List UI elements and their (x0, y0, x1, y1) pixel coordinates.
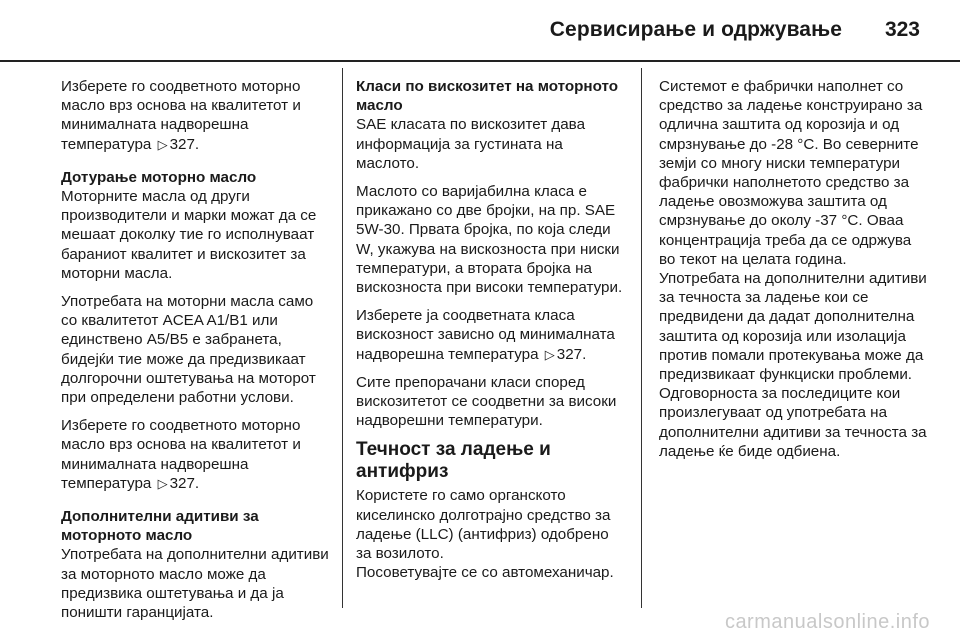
paragraph: Употребата на моторни масла само со квалитетот ACEA A1/B1 или единствено A5/B5 е забранета, бидејќи тие може да предизвикаат долгорочни оштетувања на моторот при определени работни услови. (61, 293, 316, 407)
paragraph-text: Изберете го соодветното моторно масло врз основа на квалитетот и минималната надворешна температура (61, 417, 301, 492)
paragraph (61, 77, 333, 154)
paragraph: SAE класата по вискозитет дава информација за густината на маслото. (356, 116, 586, 172)
column-divider (342, 68, 343, 608)
paragraph: Сите препорачани класи според вискозитетот се соодветни за високи надворешни температури. (356, 373, 617, 430)
section-heading: Течност за ладење и антифриз (356, 439, 551, 483)
paragraph: Маслото со варијабилна класа е прикажано со две бројки, на пр. SAE 5W-30. Првата бројка, по која следи W, укажува на вискозноста при ниски температури, а втората бројка на вискозноста при високи температури. (356, 183, 623, 297)
watermark: carmanualsonline.info (724, 611, 930, 633)
page-reference[interactable]: 327. (556, 345, 587, 363)
header-rule (0, 60, 960, 62)
section-heading: Дополнителни адитиви за моторното масло (61, 508, 259, 545)
paragraph (61, 416, 333, 493)
triangle-right-icon: ▷ (157, 136, 168, 152)
paragraph: Употребата на дополнителни адитиви за течноста за ладење кои се предвидени да дадат дополнителна заштита од корозија или изолација против помали протекувања може да предизвикаат функциски проблеми. Одговорноста за последиците кои произлегуваат од употребата на дополнителни адитиви за течноста за ладење ќе биде одбиена. (659, 270, 927, 460)
column-3 (659, 77, 929, 607)
paragraph: Системот е фабрички наполнет со средство за ладење конструирано за одлична заштита од корозија и од смрзнување до -28 °C. Во северните земји со многу ниски температури фабрички наполнетото средство за ладење овозможува заштита од смрзнување до околу -37 °C. Оваа концентрација треба да се одржува во текот на целата година. (659, 78, 923, 268)
paragraph: Моторните масла од други производители и марки можат да се мешаат доколку тие го исполнуваат бараниот квалитет и вискозитет за моторни масла. (61, 188, 317, 282)
triangle-right-icon: ▷ (157, 475, 168, 491)
section-heading: Класи по вискозитет на моторното масло (356, 78, 619, 115)
page-header (0, 0, 960, 56)
column-1 (61, 77, 333, 622)
paragraph: Посоветувајте се со автомеханичар. (356, 564, 614, 582)
triangle-right-icon: ▷ (544, 346, 555, 362)
page-reference[interactable]: 327. (169, 474, 200, 492)
page-number: 323 (884, 18, 920, 41)
paragraph: Користете го само органското киселинско долготрајно средство за ладење (LLC) (антифриз) одобрено за возилото. (356, 487, 611, 563)
section-heading: Дотурање моторно масло (61, 168, 257, 186)
column-2 (356, 77, 628, 607)
paragraph (356, 306, 628, 364)
page-title: Сервисирање и одржување (549, 18, 842, 41)
column-divider (641, 68, 642, 608)
paragraph-text: Изберете ја соодветната класа вискозност зависно од минималната надворешна температура (356, 307, 615, 363)
paragraph-text: Изберете го соодветното моторно масло врз основа на квалитетот и минималната надворешна температура (61, 78, 301, 153)
paragraph: Употребата на дополнителни адитиви за моторното масло може да предизвика оштетувања и да ја поништи гаранцијата. (61, 546, 329, 622)
page-reference[interactable]: 327. (169, 135, 200, 153)
